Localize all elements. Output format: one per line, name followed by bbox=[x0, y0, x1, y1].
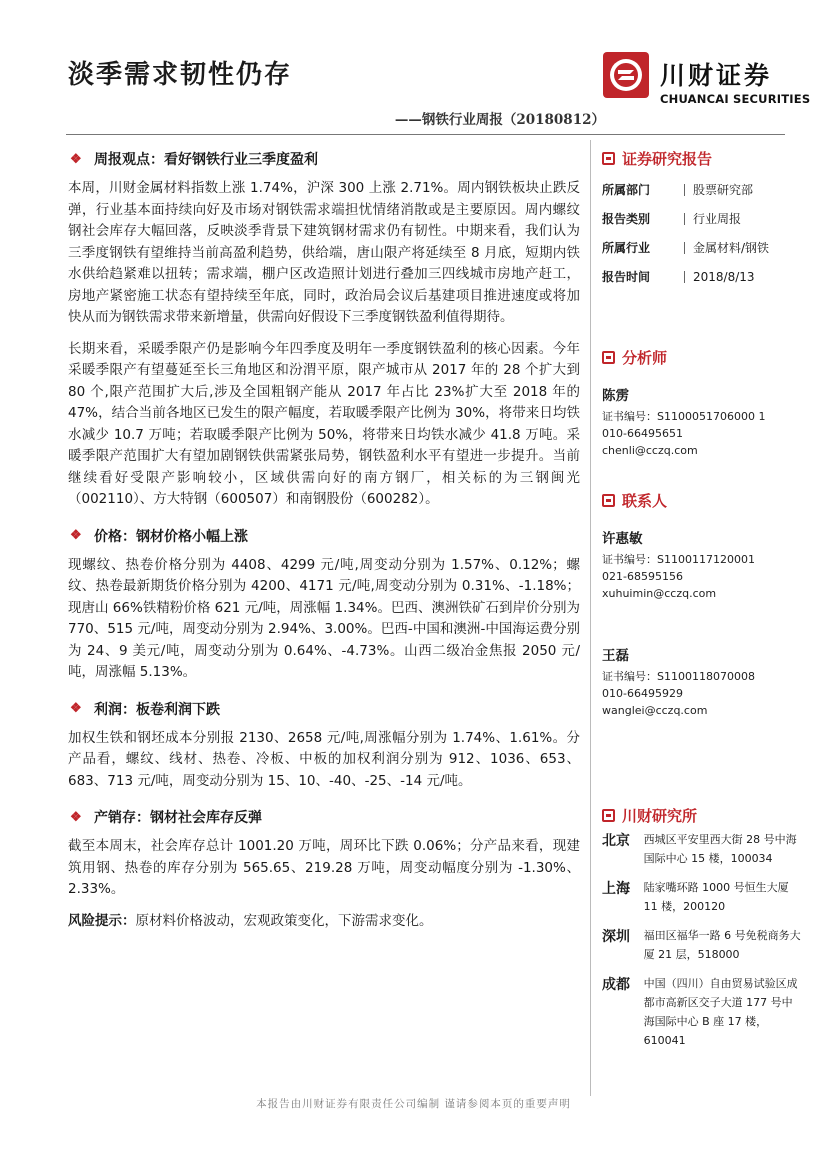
report-title: 淡季需求韧性仍存 bbox=[68, 60, 293, 90]
main-column bbox=[68, 142, 580, 932]
info-row-date bbox=[602, 262, 802, 291]
header-divider bbox=[66, 134, 785, 135]
report-info-panel bbox=[602, 147, 802, 291]
risk-label: 风险提示： bbox=[68, 912, 136, 929]
info-value: 2018/8/13 bbox=[684, 271, 755, 283]
info-value: 金属材料/钢铁 bbox=[684, 242, 769, 254]
risk-warning bbox=[68, 911, 580, 933]
sidebar-heading bbox=[602, 147, 802, 169]
body-paragraph: 长期来看，采暖季限产仍是影响今年四季度及明年一季度钢铁盈利的核心因素。今年采暖季限产有望蔓延至长三角地区和汾渭平原，限产城市从 2017 年的 28 个扩大到 80 个,限产范围扩大后,涉及全国粗钢产能从 2017 年占比 23%扩大至 2018 年的 47%，结合当前各地区已发生的限产幅度，若取暖季限产比例为 30%，将带来日均铁水减少 10.7 万吨；若取暖季限产比例为 50%，将带来日均铁水减少 41.8 万吨。采暖季限产范围扩大有望加剧钢铁供需紧张局势，钢铁盈利水平有望进一步提升。当前继续看好受限产影响较小，区域供需向好的南方钢厂，相关标的为三钢闽光（002110）、方大特钢（600507）和南钢股份（600282）。 bbox=[68, 340, 580, 507]
sidebar-heading-text: 证券研究报告 bbox=[622, 149, 713, 168]
body-paragraph: 本周，川财金属材料指数上涨 1.74%，沪深 300 上涨 2.71%。周内钢铁板块止跌反弹，行业基本面持续向好及市场对钢铁需求端担忧情绪消散或是主要原因。周内螺纹钢社会库存大幅回落，反映淡季背景下建筑钢材需求仍有韧性。中期来看，我们认为三季度钢铁有望维持当前高盈利趋势，供给端，唐山限产将延续至 8 月底，短期内铁水供给趋紧难以扭转；需求端，棚户区改造照计划进行叠加三四线城市房地产赶工，房地产紧密施工状态有望持续至年底，同时，政治局会议后基建项目推进速度或将加快从而为钢铁需求带来新增量，供需向好假设下三季度钢铁盈利值得期待。 bbox=[68, 180, 580, 325]
office-beijing bbox=[602, 830, 802, 868]
office-address: 福田区福华一路 6 号免税商务大厦 21 层，518000 bbox=[643, 929, 801, 961]
report-icon bbox=[602, 152, 615, 165]
body-paragraph: 加权生铁和钢坯成本分别报 2130、2658 元/吨,周涨幅分别为 1.74%、1.61%。分产品看，螺纹、线材、热卷、冷板、中板的加权利润分别为 912、1036、653、683、713 元/吨，周变动分别为 15、10、-40、-25、-14 元/吨。 bbox=[68, 729, 580, 789]
institute-icon bbox=[602, 809, 615, 822]
contact-email[interactable]: wanglei@cczq.com bbox=[602, 704, 708, 717]
body-paragraph: 现螺纹、热卷价格分别为 4408、4299 元/吨,周变动分别为 1.57%、0.12%；螺纹、热卷最新期货价格分别为 4200、4171 元/吨,周变动分别为 0.31%、-1.18%；现唐山 66%铁精粉价格 621 元/吨，周涨幅 1.34%。巴西、澳洲铁矿石到岸价分别为 770、515 元/吨，周变动分别为 2.94%、3.00%。巴西-中国和澳洲-中国海运费分别为 24、9 美元/吨，周变动分别为 0.64%、-4.73%。山西二级冶金焦报 2050 元/吨，周涨幅 5.13%。 bbox=[68, 556, 580, 680]
contact-phone: 010-66495929 bbox=[602, 687, 683, 700]
office-city: 成都 bbox=[602, 977, 630, 993]
analyst-cert: 证书编号：S1100051706000 1 bbox=[602, 410, 766, 423]
contact-icon bbox=[602, 494, 615, 507]
brand-name-en: CHUANCAI SECURITIES bbox=[660, 92, 811, 106]
info-value: 股票研究部 bbox=[684, 184, 753, 196]
office-address: 陆家嘴环路 1000 号恒生大厦 11 楼，200120 bbox=[643, 881, 789, 913]
diamond-bullet-icon: ❖ bbox=[70, 151, 82, 167]
office-city: 北京 bbox=[602, 833, 630, 849]
contact-name: 王磊 bbox=[602, 648, 629, 664]
column-divider bbox=[590, 140, 591, 1096]
info-row-industry bbox=[602, 233, 802, 262]
contact-cert: 证书编号：S1100117120001 bbox=[602, 553, 755, 566]
body-paragraph: 截至本周末，社会库存总计 1001.20 万吨，周环比下跌 0.06%；分产品来看，现建筑用钢、热卷的库存分别为 565.65、219.28 万吨，周变动幅度分别为 -1.30%、2.33%。 bbox=[68, 838, 580, 897]
section-heading-text: 周报观点：看好钢铁行业三季度盈利 bbox=[94, 152, 318, 168]
analyst-name: 陈雳 bbox=[602, 388, 629, 404]
sidebar-heading bbox=[602, 804, 802, 826]
report-subtitle: ——钢铁行业周报（20180812） bbox=[394, 112, 605, 128]
info-key: 报告时间 bbox=[602, 270, 651, 284]
info-value: 行业周报 bbox=[684, 213, 741, 225]
office-city: 深圳 bbox=[602, 929, 630, 945]
diamond-bullet-icon: ❖ bbox=[70, 809, 82, 825]
analyst-email[interactable]: chenli@cczq.com bbox=[602, 444, 698, 457]
sidebar-heading bbox=[602, 346, 802, 368]
page-footer: 本报告由川财证券有限责任公司编制 谨请参阅本页的重要声明 bbox=[256, 1098, 571, 1110]
info-key: 所属行业 bbox=[602, 241, 651, 255]
section-heading bbox=[68, 521, 580, 551]
section-heading-text: 价格：钢材价格小幅上涨 bbox=[94, 528, 248, 545]
institute-panel bbox=[602, 804, 802, 1060]
office-address: 中国（四川）自由贸易试验区成都市高新区交子大道 177 号中海国际中心 B 座 17 楼，610041 bbox=[643, 977, 798, 1047]
info-row-category bbox=[602, 204, 802, 233]
contact-cert: 证书编号：S1100118070008 bbox=[602, 670, 755, 683]
office-city: 上海 bbox=[602, 881, 630, 897]
brand-name-cn: 川财证券 bbox=[660, 61, 773, 90]
contact-email[interactable]: xuhuimin@cczq.com bbox=[602, 587, 717, 600]
office-shenzhen bbox=[602, 926, 802, 964]
diamond-bullet-icon: ❖ bbox=[70, 701, 82, 716]
sidebar-heading bbox=[602, 489, 802, 511]
office-shanghai bbox=[602, 878, 802, 916]
contact-phone: 021-68595156 bbox=[602, 570, 683, 583]
section-heading-text: 利润：板卷利润下跌 bbox=[94, 701, 220, 718]
sidebar-heading-text: 川财研究所 bbox=[622, 806, 698, 825]
info-key: 所属部门 bbox=[602, 183, 651, 197]
analyst-phone: 010-66495651 bbox=[602, 427, 683, 440]
section-heading bbox=[68, 144, 580, 174]
section-heading bbox=[68, 694, 580, 724]
brand-logo-icon bbox=[603, 52, 649, 98]
diamond-bullet-icon: ❖ bbox=[70, 528, 82, 543]
analyst-icon bbox=[602, 351, 615, 364]
sidebar-heading-text: 分析师 bbox=[622, 348, 668, 367]
office-chengdu bbox=[602, 974, 802, 1050]
contact-panel bbox=[602, 489, 802, 719]
info-row-department bbox=[602, 175, 802, 204]
risk-text: 原材料价格波动，宏观政策变化，下游需求变化。 bbox=[135, 912, 433, 929]
sidebar-heading-text: 联系人 bbox=[622, 491, 668, 510]
info-key: 报告类别 bbox=[602, 212, 651, 226]
section-heading bbox=[68, 802, 580, 832]
analyst-panel bbox=[602, 346, 802, 459]
contact-name: 许惠敏 bbox=[602, 531, 643, 547]
section-heading-text: 产销存：钢材社会库存反弹 bbox=[94, 810, 262, 826]
office-address: 西城区平安里西大街 28 号中海国际中心 15 楼，100034 bbox=[643, 833, 797, 865]
